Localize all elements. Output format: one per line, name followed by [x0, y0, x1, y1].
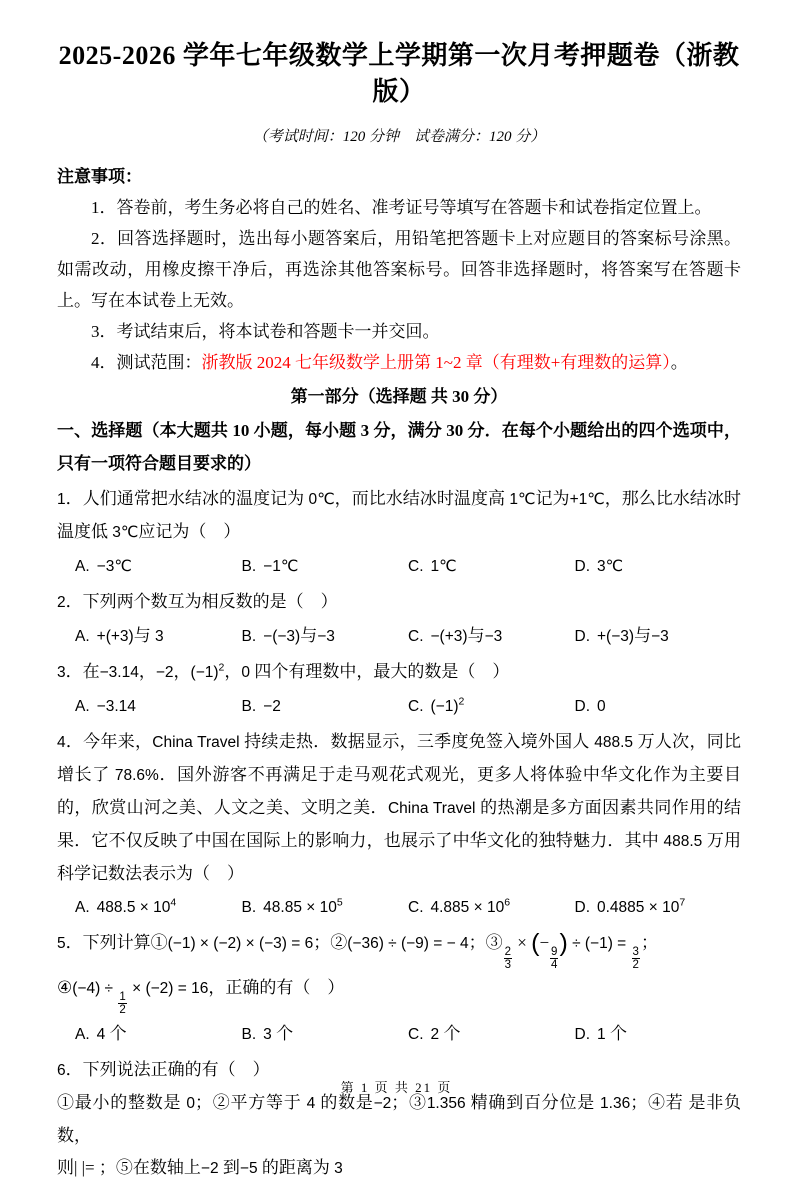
question-4-option-A [75, 890, 242, 924]
option-value: $488.5 \times 10^4$ [96, 896, 177, 916]
page-footer: 第 1 页 共 21 页 [340, 1080, 453, 1095]
option-value: $0.4885 \times 10^7$ [597, 896, 686, 916]
option-letter: B. [241, 698, 257, 715]
page-title: 2025-2026 学年七年级数学上学期第一次月考押题卷（浙教版） [58, 41, 740, 106]
question-5-option-D [575, 1017, 742, 1051]
question-1 [57, 483, 741, 583]
question-2-options [57, 619, 741, 653]
option-value: 3℃ [597, 558, 624, 575]
notice-item-suffix: 。 [670, 353, 688, 372]
notice-item-text: 3．考试结束后，将本试卷和答题卡一并交回。 [91, 322, 440, 341]
exam-time-score-line: （考试时间：120 分钟 试卷满分：120 分） [252, 129, 546, 145]
notice-item-4 [57, 347, 741, 378]
question-2 [57, 586, 741, 653]
question-6-stem: 6．下列说法正确的有（ ） [57, 1059, 270, 1079]
option-letter: D. [574, 899, 590, 916]
question-5-option-C [408, 1017, 575, 1051]
notice-item-text: 4．测试范围： [91, 353, 202, 372]
option-value: 1 个 [597, 1023, 627, 1043]
question-4-stem: 4．今年来，China Travel 持续走热．数据显示，三季度免签入境外国人 488.5 万人次，同比增长了 78.6%．国外游客不再满足于走马观花式观光，更多人将体验中华文化作为主要目的，欣赏山河之美、人文之美、文明之美．China Travel 的热潮是多方面因素共同作用的结果．它不仅反映了中国在国际上的影响力，也展示了中华文化的独特魅力．其中 488.5 万用科学记数法表示为（ ） [57, 732, 742, 883]
option-letter: B. [241, 1025, 257, 1043]
question-2-option-B [242, 619, 409, 653]
option-letter: D. [574, 698, 590, 715]
question-3-option-B [242, 689, 409, 723]
option-value: $(-1)^2$ [430, 695, 465, 715]
question-4-option-D [575, 890, 742, 924]
question-4 [57, 726, 741, 924]
question-6-stem-line-2: ①最小的整数是 0；②平方等于 4 的数是−2；③1.356 精确到百分位是 1.36；④若 是非负数， [57, 1092, 742, 1145]
question-5-options [57, 1017, 741, 1051]
option-value: 0 [597, 698, 606, 715]
option-value: −3℃ [96, 558, 132, 575]
question-6-stem-line-3: 则| |= ；⑤在数轴上−2 到−5 的距离为 3 [57, 1157, 343, 1177]
question-3-options [57, 689, 741, 723]
notice-item-text: 1．答卷前，考生务必将自己的姓名、准考证号等填写在答题卡和试卷指定位置上。 [91, 198, 712, 217]
question-5-option-A [75, 1017, 242, 1051]
question-2-option-C [408, 619, 575, 653]
question-1-option-B [242, 549, 409, 583]
option-letter: B. [241, 899, 257, 916]
option-letter: A. [75, 1025, 90, 1043]
question-3-option-A [75, 689, 242, 723]
question-5-stem-line-2: ④(−4) ÷ $\frac{1}{2}$ × (−2) = 16，正确的有（ ） [57, 977, 345, 1017]
option-value: 2 个 [430, 1023, 461, 1043]
notice-label: 注意事项： [57, 167, 142, 186]
question-4-options [57, 890, 741, 924]
question-1-option-A [75, 549, 242, 583]
option-value: +(+3)与 3 [96, 626, 164, 645]
option-letter: B. [241, 558, 257, 575]
option-value: −(−3)与−3 [263, 626, 335, 645]
option-value: 4 个 [96, 1023, 127, 1043]
question-3-option-D [575, 689, 742, 723]
option-letter: A. [75, 698, 90, 715]
option-value: −(+3)与−3 [430, 626, 503, 645]
question-5 [57, 927, 741, 1051]
option-letter: A. [75, 899, 90, 916]
option-letter: C. [408, 1025, 424, 1043]
option-letter: D. [574, 558, 590, 575]
question-2-stem: 2．下列两个数互为相反数的是（ ） [57, 592, 338, 611]
option-letter: D. [574, 1025, 590, 1043]
option-letter: C. [408, 698, 424, 715]
notice-section [57, 162, 741, 378]
option-letter: C. [408, 558, 424, 575]
question-4-option-C [408, 890, 575, 924]
notice-item-3 [57, 316, 741, 347]
option-value: $4.885 \times 10^6$ [430, 896, 511, 916]
question-5-stem: 5．下列计算①(−1) × (−2) × (−3) = 6；②(−36) ÷ (−9) = − 4；③ $\frac{2}{3}$ × (− $\frac{9}{4}$ ) ÷ (−1) = $\frac{3}{2}$ ； [57, 929, 658, 972]
option-letter: C. [408, 899, 424, 916]
question-2-option-A [75, 619, 242, 653]
question-1-stem: 1．人们通常把水结冰的温度记为 0℃，而比水结冰时温度高 1℃记为+1℃，那么比水结冰时温度低 3℃应记为（ ） [57, 489, 742, 541]
option-value: +(−3)与−3 [597, 626, 669, 645]
option-value: 3 个 [263, 1023, 294, 1043]
option-value: −2 [263, 698, 281, 715]
option-value: −3.14 [96, 698, 136, 715]
option-value: $48.85 \times 10^5$ [263, 896, 343, 916]
option-letter: B. [241, 628, 257, 645]
question-6 [57, 1054, 741, 1185]
section1-intro: 一、选择题（本大题共 10 小题，每小题 3 分，满分 30 分．在每个小题给出的四个选项中，只有一项符合题目要求的） [57, 421, 741, 473]
question-1-option-D [575, 549, 742, 583]
question-2-option-D [575, 619, 742, 653]
notice-list [57, 192, 741, 378]
option-letter: A. [75, 628, 90, 645]
question-1-option-C [408, 549, 575, 583]
question-3-stem: 3．在−3.14，−2，$(-1)^2$，0 四个有理数中，最大的数是（ ） [57, 661, 510, 681]
question-4-option-B [242, 890, 409, 924]
notice-item-1 [57, 192, 741, 223]
part1-header: 第一部分（选择题 共 30 分） [290, 387, 508, 406]
option-letter: D. [574, 628, 590, 645]
question-3 [57, 656, 741, 723]
option-letter: A. [75, 558, 90, 575]
option-value: 1℃ [430, 558, 457, 575]
question-3-option-C [408, 689, 575, 723]
notice-item-text: 2．回答选择题时，选出每小题答案后，用铅笔把答题卡上对应题目的答案标号涂黑。如需改动，用橡皮擦干净后，再选涂其他答案标号。回答非选择题时，将答案写在答题卡上。写在本试卷上无效。 [57, 229, 741, 310]
question-1-options [57, 549, 741, 583]
option-letter: C. [408, 628, 424, 645]
notice-scope-highlight: 浙教版 2024 七年级数学上册第 1~2 章（有理数+有理数的运算） [201, 353, 671, 372]
question-5-option-B [242, 1017, 409, 1051]
notice-item-2 [57, 223, 741, 316]
option-value: −1℃ [263, 558, 299, 575]
